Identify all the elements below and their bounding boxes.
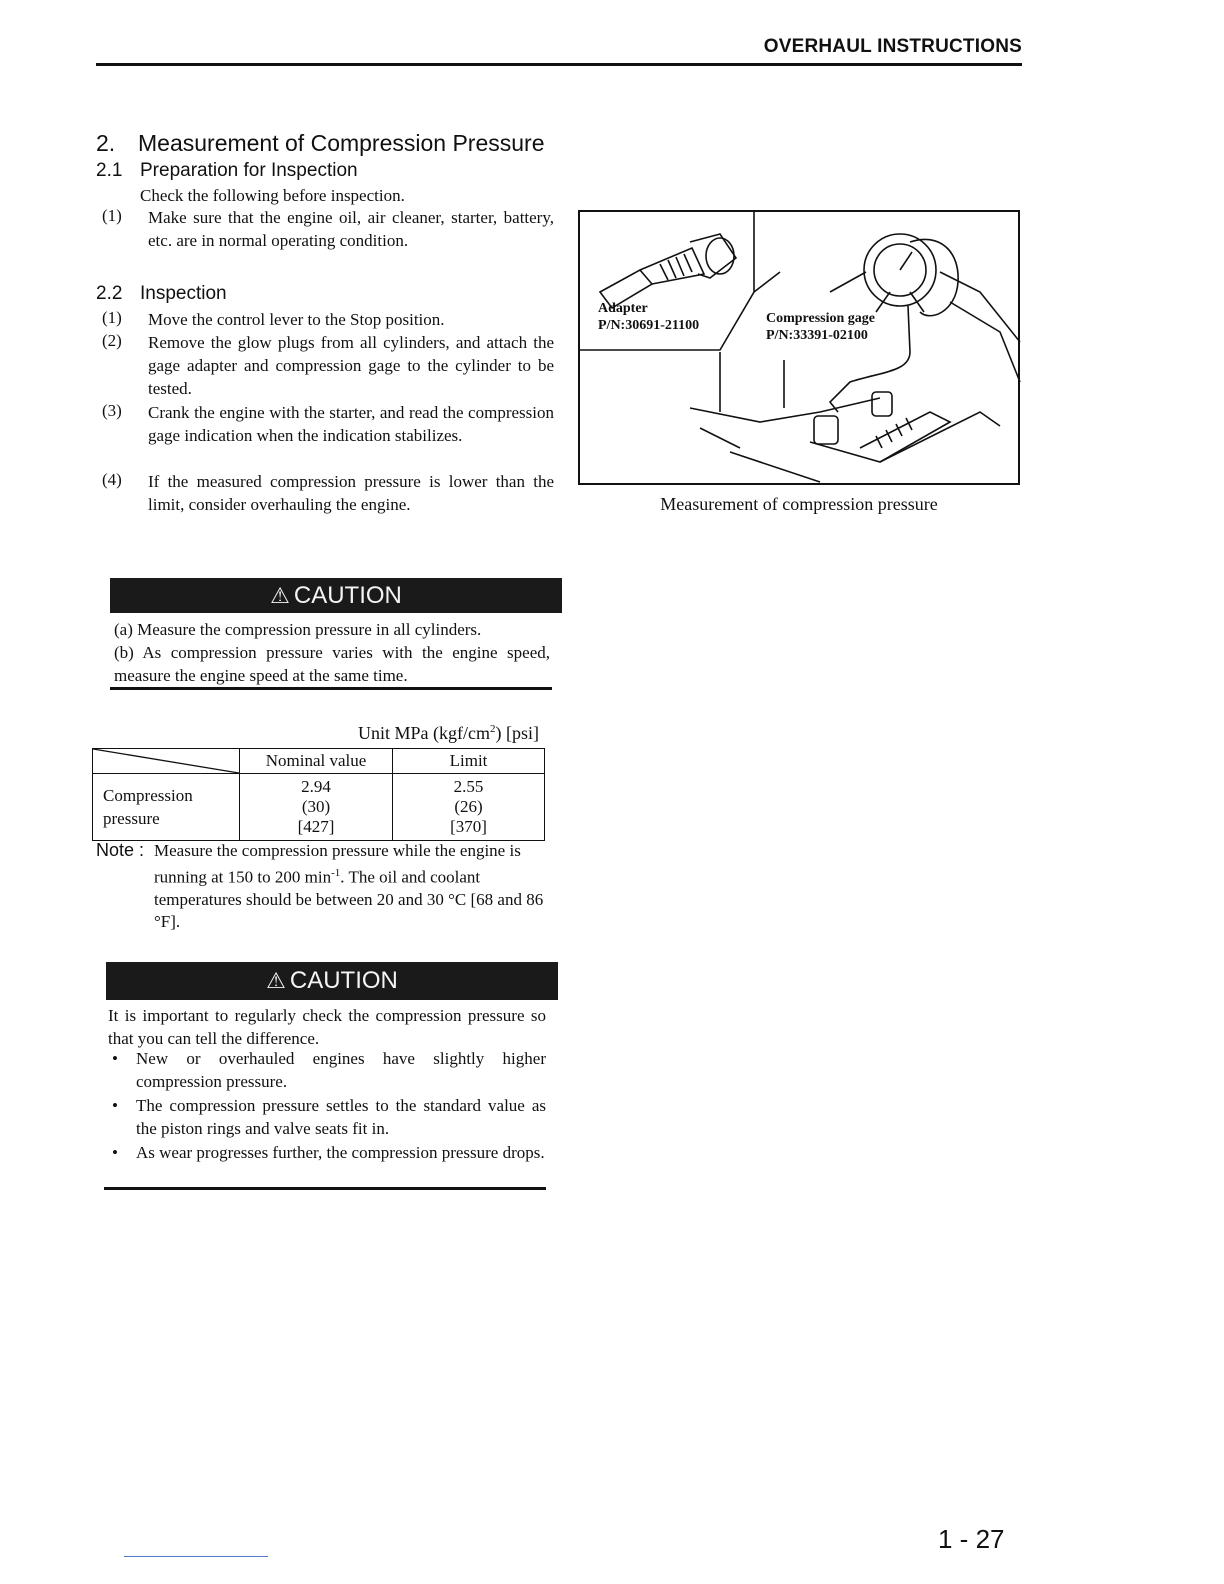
table-unit: [358, 723, 539, 744]
limit-kgf: (26): [454, 797, 483, 816]
nominal-psi: [427]: [297, 817, 335, 836]
bullet-text: New or overhauled engines have slightly higher compression pressure.: [136, 1049, 546, 1091]
bullet-text: The compression pressure settles to the standard value as the piston rings and valve seats fit in.: [136, 1096, 546, 1138]
inspection-item-text: Move the control lever to the Stop position.: [148, 310, 445, 329]
prep-item-text: Make sure that the engine oil, air cleaner, starter, battery, etc. are in normal operating condition.: [148, 208, 554, 250]
section-number: 2.: [96, 130, 116, 156]
header-title: OVERHAUL INSTRUCTIONS: [763, 36, 1022, 57]
caution2-bullet: [108, 1141, 546, 1164]
bullet-text: As wear progresses further, the compression pressure drops.: [136, 1143, 545, 1162]
table-corner-cell: [93, 749, 240, 774]
diagonal-line: [93, 749, 239, 773]
note-label: Note :: [96, 840, 145, 860]
figure-compression-gage: [578, 210, 1020, 485]
table-row-label: Compression pressure: [93, 774, 240, 841]
inspection-item-number: (4): [102, 470, 122, 489]
caution1-item-a: (a) Measure the compression pressure in all cylinders.: [114, 620, 482, 639]
subsection-prep-title: [96, 160, 358, 182]
caution2-intro: It is important to regularly check the compression pressure so that you can tell the difference.: [108, 1006, 546, 1048]
section-title: [96, 130, 545, 157]
gage-label: Compression gage: [766, 311, 876, 326]
caution1-item-b: (b) As compression pressure varies with the engine speed, measure the engine speed at the same time.: [114, 643, 550, 685]
inspection-item-1: [102, 308, 554, 331]
inspection-item-text: Remove the glow plugs from all cylinders, and attach the gage adapter and compression gage to the cylinder to be tested.: [148, 333, 554, 398]
table-row: [93, 774, 545, 841]
note-text: [154, 840, 546, 933]
subsection-prep-text: Preparation for Inspection: [140, 160, 358, 181]
note-sup: -1: [331, 867, 341, 879]
inspection-item-number: (3): [102, 401, 122, 420]
inspection-item-number: (1): [102, 308, 122, 327]
caution-banner-1: [110, 578, 562, 613]
table-cell-limit: [393, 774, 545, 841]
figure-illustration: [580, 212, 1022, 487]
table-cell-nominal: [240, 774, 393, 841]
subsection-prep-number: 2.1: [96, 160, 123, 181]
subsection-inspection-text: Inspection: [140, 283, 227, 304]
footer-underline: [124, 1556, 268, 1557]
inspection-item-3: [102, 401, 554, 447]
caution2-bullet: [108, 1094, 546, 1140]
table-unit-text: Unit MPa (kgf/cm: [358, 723, 490, 743]
subsection-inspection-number: 2.2: [96, 283, 123, 304]
prep-item-number: (1): [102, 206, 122, 225]
subsection-inspection-title: [96, 283, 227, 305]
prep-item-1: [102, 206, 554, 252]
inspection-item-2: [102, 331, 554, 400]
caution-label: CAUTION: [293, 582, 402, 609]
caution1-rule: [110, 687, 552, 690]
adapter-part-number: P/N:30691-21100: [598, 318, 700, 333]
table-header-nominal: Nominal value: [240, 749, 393, 774]
section-title-text: Measurement of Compression Pressure: [138, 130, 545, 156]
bullet-dot: •: [112, 1096, 118, 1115]
table-header-limit: Limit: [393, 749, 545, 774]
note-block: [96, 840, 546, 933]
gage-part-number: P/N:33391-02100: [766, 328, 868, 343]
limit-mpa: 2.55: [453, 777, 484, 796]
inspection-item-text: If the measured compression pressure is lower than the limit, consider overhauling the engine.: [148, 472, 554, 514]
page-number: 1 - 27: [938, 1524, 1005, 1554]
note-text-a: Measure the compression pressure while the engine is running at 150 to 200 min: [154, 841, 521, 887]
table-unit-sup: 2: [490, 723, 496, 735]
warning-icon: ⚠: [266, 968, 286, 993]
prep-intro: Check the following before inspection.: [140, 186, 405, 205]
caution2-bullet: [108, 1047, 546, 1093]
caution2-rule: [104, 1187, 546, 1190]
table-header-row: [93, 749, 545, 774]
adapter-label: Adapter: [598, 301, 648, 316]
table-unit-tail: ) [psi]: [495, 723, 539, 743]
inspection-item-text: Crank the engine with the starter, and read the compression gage indication when the indication stabilizes.: [148, 403, 554, 445]
caution-banner-2: [106, 962, 558, 1000]
caution-label: CAUTION: [289, 967, 398, 994]
limit-psi: [370]: [450, 817, 487, 836]
nominal-kgf: (30): [301, 797, 331, 816]
header-rule: [96, 63, 1022, 66]
inspection-item-number: (2): [102, 331, 122, 350]
note-text-b: . The oil and coolant temperatures should be between 20 and 30 °C [68 and 86 °F].: [154, 867, 544, 931]
warning-icon: ⚠: [270, 583, 290, 608]
compression-spec-table: [92, 748, 545, 841]
figure-caption: Measurement of compression pressure: [660, 494, 938, 514]
bullet-dot: •: [112, 1143, 118, 1162]
inspection-item-4: [102, 470, 554, 516]
bullet-dot: •: [112, 1049, 118, 1068]
nominal-mpa: 2.94: [301, 777, 331, 796]
